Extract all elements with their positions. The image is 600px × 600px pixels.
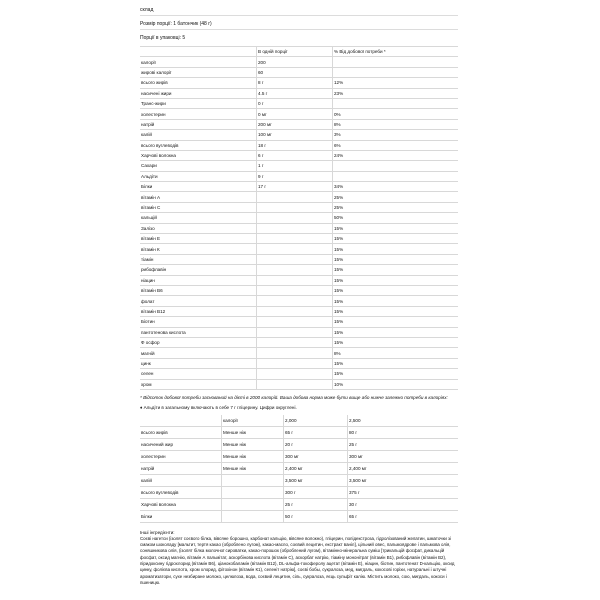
nutrient-name: кальцій bbox=[140, 213, 257, 223]
daily-value-percent: 8% bbox=[333, 348, 459, 358]
amount-per-serving bbox=[257, 223, 333, 233]
value-2500: 300 мг bbox=[348, 450, 459, 462]
value-2500: 2,400 мг bbox=[348, 462, 459, 474]
nutrient-name bbox=[140, 415, 222, 427]
qualifier: Менше ніж bbox=[222, 426, 284, 438]
amount-per-serving bbox=[257, 254, 333, 264]
table-row bbox=[140, 213, 458, 223]
daily-value-percent: 3% bbox=[333, 130, 459, 140]
nutrition-header-row bbox=[140, 47, 458, 57]
value-2500: 65 г bbox=[348, 510, 459, 522]
daily-value-percent: 15% bbox=[333, 234, 459, 244]
value-2000: 300 мг bbox=[284, 450, 348, 462]
amount-per-serving: 9 г bbox=[257, 171, 333, 181]
qualifier bbox=[222, 486, 284, 498]
table-row bbox=[140, 202, 458, 212]
column-header: % Від добової потреби * bbox=[333, 47, 459, 57]
nutrient-name: вітамін С bbox=[140, 202, 257, 212]
daily-value-percent: 15% bbox=[333, 358, 459, 368]
nutrient-name: Харчові волокна bbox=[140, 498, 222, 510]
value-2500: 2,500 bbox=[348, 415, 459, 427]
daily-value-percent: 15% bbox=[333, 317, 459, 327]
table-row bbox=[140, 275, 458, 285]
amount-per-serving bbox=[257, 379, 333, 389]
daily-value-percent: 15% bbox=[333, 254, 459, 264]
table-row bbox=[140, 438, 458, 450]
nutrient-name: фолат bbox=[140, 296, 257, 306]
amount-per-serving: 6 г bbox=[257, 150, 333, 160]
value-2000: 2,000 bbox=[284, 415, 348, 427]
amount-per-serving: 0 г bbox=[257, 98, 333, 108]
amount-per-serving: 18 г bbox=[257, 140, 333, 150]
table-row bbox=[140, 510, 458, 522]
nutrient-name: калій bbox=[140, 130, 257, 140]
amount-per-serving: 0 мг bbox=[257, 109, 333, 119]
daily-value-percent bbox=[333, 171, 459, 181]
value-2000: 3,500 мг bbox=[284, 474, 348, 486]
table-row bbox=[140, 369, 458, 379]
amount-per-serving bbox=[257, 192, 333, 202]
nutrient-name: всього жирів bbox=[140, 78, 257, 88]
nutrient-name: Харчові волокна bbox=[140, 150, 257, 160]
table-row bbox=[140, 140, 458, 150]
table-row bbox=[140, 161, 458, 171]
table-row bbox=[140, 426, 458, 438]
nutrient-name: Сахари bbox=[140, 161, 257, 171]
nutrient-name: натрій bbox=[140, 462, 222, 474]
amount-per-serving bbox=[257, 275, 333, 285]
daily-value-percent bbox=[333, 161, 459, 171]
daily-value-footnote: * Відсоток добової потреби заснований на дієті в 2000 калорій. Ваша добова норма може бути вище або нижче залежно потреби в калоріях: bbox=[140, 394, 448, 400]
table-row bbox=[140, 192, 458, 202]
table-row bbox=[140, 57, 458, 67]
daily-value-percent: 12% bbox=[333, 78, 459, 88]
daily-value-percent: 15% bbox=[333, 223, 459, 233]
table-row bbox=[140, 327, 458, 337]
qualifier bbox=[222, 474, 284, 486]
table-row bbox=[140, 67, 458, 77]
daily-value-percent: 34% bbox=[333, 182, 459, 192]
amount-per-serving bbox=[257, 358, 333, 368]
nutrition-table bbox=[140, 46, 458, 390]
table-row bbox=[140, 88, 458, 98]
nutrient-name: всього жирів bbox=[140, 426, 222, 438]
daily-value-percent: 15% bbox=[333, 244, 459, 254]
amount-per-serving bbox=[257, 234, 333, 244]
daily-value-percent: 24% bbox=[333, 150, 459, 160]
table-row bbox=[140, 265, 458, 275]
value-2000: 25 г bbox=[284, 498, 348, 510]
amount-per-serving bbox=[257, 244, 333, 254]
nutrient-name: холестерин bbox=[140, 109, 257, 119]
qualifier: калорії bbox=[222, 415, 284, 427]
amount-per-serving bbox=[257, 265, 333, 275]
nutrient-name: холестерин bbox=[140, 450, 222, 462]
daily-value-percent: 15% bbox=[333, 327, 459, 337]
nutrient-name: Залізо bbox=[140, 223, 257, 233]
nutrient-name: рибофлавін bbox=[140, 265, 257, 275]
table-row bbox=[140, 317, 458, 327]
daily-value-percent: 15% bbox=[333, 265, 459, 275]
column-header bbox=[140, 47, 257, 57]
nutrient-name: Білки bbox=[140, 182, 257, 192]
amount-per-serving: 8 г bbox=[257, 78, 333, 88]
daily-value-percent: 6% bbox=[333, 140, 459, 150]
amount-per-serving: 4.5 г bbox=[257, 88, 333, 98]
table-row bbox=[140, 254, 458, 264]
amount-per-serving: 200 bbox=[257, 57, 333, 67]
divider bbox=[140, 29, 458, 30]
nutrient-name: калорії bbox=[140, 57, 257, 67]
table-row bbox=[140, 337, 458, 347]
daily-value-percent: 0% bbox=[333, 109, 459, 119]
table-row bbox=[140, 171, 458, 181]
amount-per-serving bbox=[257, 285, 333, 295]
value-2000: 50 г bbox=[284, 510, 348, 522]
nutrient-name: тіамін bbox=[140, 254, 257, 264]
nutrient-name: вітамін Е bbox=[140, 234, 257, 244]
amount-per-serving bbox=[257, 337, 333, 347]
amount-per-serving bbox=[257, 213, 333, 223]
daily-value-percent: 25% bbox=[333, 192, 459, 202]
amount-per-serving: 1 г bbox=[257, 161, 333, 171]
amount-per-serving bbox=[257, 327, 333, 337]
daily-value-percent: 8% bbox=[333, 119, 459, 129]
nutrient-name: Транс-жири bbox=[140, 98, 257, 108]
table-row bbox=[140, 450, 458, 462]
nutrient-name: пантотенова кислота bbox=[140, 327, 257, 337]
nutrient-name: жирові калорії bbox=[140, 67, 257, 77]
table-row bbox=[140, 98, 458, 108]
nutrient-name: хром bbox=[140, 379, 257, 389]
daily-value-percent: 15% bbox=[333, 337, 459, 347]
value-2500: 375 г bbox=[348, 486, 459, 498]
table-row bbox=[140, 462, 458, 474]
nutrient-name: магній bbox=[140, 348, 257, 358]
table-row bbox=[140, 474, 458, 486]
daily-value-percent: 23% bbox=[333, 88, 459, 98]
table-row bbox=[140, 182, 458, 192]
daily-value-percent: 10% bbox=[333, 379, 459, 389]
value-2500: 3,500 мг bbox=[348, 474, 459, 486]
ingredients-title: Інші інгредієнти: bbox=[140, 529, 175, 535]
amount-per-serving bbox=[257, 202, 333, 212]
nutrient-name: всього вуглеводів bbox=[140, 140, 257, 150]
nutrient-name: селен bbox=[140, 369, 257, 379]
section-title: склад bbox=[140, 7, 154, 13]
nutrient-name: вітамін А bbox=[140, 192, 257, 202]
nutrient-name: натрій bbox=[140, 119, 257, 129]
nutrient-name: Білки bbox=[140, 510, 222, 522]
table-row bbox=[140, 306, 458, 316]
nutrient-name: ніацин bbox=[140, 275, 257, 285]
divider bbox=[140, 15, 458, 16]
table-row bbox=[140, 358, 458, 368]
ingredients-text: Соєві нагетси (ізолят соєвого білка, вівсяне борошно, карбонат кальцію, вівсяне волокно), гліцерин, полідекстроза, гідролізований желатин, шматочки зі смаком шоколаду [мальтит, тертя какао (оброблено лугом), какао-масло, соєвий лецитин, екстракт ваніл], цільний овес, пальмоядрове і пальмова олія, соняшникова олія, (ізолят білка молочної сироватки, какао-порошок (оброблений лугом), вітамінно-мінеральна суміш [трикальцій фосфат, дикальцій фосфат, оксид магнію, вітамін А пальмітат, аскорбінова кислота (вітамін С), аскорбат натрію, тіаміну мононітрат (вітамін B1), рибофлавін (вітамін B2), піридоксину гідрохлорид (вітамін B6), ціанокобаламін (вітамін B12), DL-альфа-токоферолу ацетат (вітамін Е), ніацин, біотин, пантотенат D-кальцію, оксид цинку, фолієва кислота, хром хлорид, фітохінон (вітамін К1), селеніт натрію], соєві бобы, сукралоза, мед, мигдаль, кокосові горіхи, натуральні і штучні ароматизатори, сухе незбиране молоко, целюлоза, вода, соєвий лецитин, сіль, сукралоза, яєць сульфіт калію. Містить молоко, сою, мигдаль, кокоси і пшеницю. bbox=[140, 535, 455, 585]
daily-value-percent: 15% bbox=[333, 296, 459, 306]
table-row bbox=[140, 244, 458, 254]
polyol-footnote: ♦ Альдіти в загальному включають в себе 7 г гліцерину. Цифри округлені. bbox=[140, 404, 297, 410]
nutrient-name: Біотин bbox=[140, 317, 257, 327]
amount-per-serving: 100 мг bbox=[257, 130, 333, 140]
nutrient-name: вітамін К bbox=[140, 244, 257, 254]
table-row bbox=[140, 486, 458, 498]
qualifier bbox=[222, 498, 284, 510]
table-row bbox=[140, 348, 458, 358]
nutrient-name: калій bbox=[140, 474, 222, 486]
amount-per-serving bbox=[257, 296, 333, 306]
value-2000: 65 г bbox=[284, 426, 348, 438]
nutrient-name: всього вуглеводів bbox=[140, 486, 222, 498]
table-row bbox=[140, 285, 458, 295]
serving-size: Розмір порції: 1 батончик (48 г) bbox=[140, 21, 212, 27]
daily-value-percent: 25% bbox=[333, 202, 459, 212]
table-row bbox=[140, 296, 458, 306]
nutrient-name: насичений жир bbox=[140, 438, 222, 450]
amount-per-serving: 200 мг bbox=[257, 119, 333, 129]
nutrient-name: Ф осфор bbox=[140, 337, 257, 347]
amount-per-serving bbox=[257, 369, 333, 379]
value-2500: 80 г bbox=[348, 426, 459, 438]
nutrition-document bbox=[140, 0, 458, 586]
amount-per-serving: 17 г bbox=[257, 182, 333, 192]
table-row bbox=[140, 78, 458, 88]
daily-value-percent: 15% bbox=[333, 285, 459, 295]
value-2500: 25 г bbox=[348, 438, 459, 450]
nutrient-name: Альдіти bbox=[140, 171, 257, 181]
nutrient-name: цинк bbox=[140, 358, 257, 368]
table-row bbox=[140, 119, 458, 129]
daily-values-table bbox=[140, 415, 458, 523]
daily-value-percent bbox=[333, 67, 459, 77]
servings-per-pack: Порції в упаковці: 5 bbox=[140, 35, 186, 41]
daily-value-percent: 50% bbox=[333, 213, 459, 223]
qualifier bbox=[222, 510, 284, 522]
table-row bbox=[140, 415, 458, 427]
table-row bbox=[140, 223, 458, 233]
daily-value-percent bbox=[333, 57, 459, 67]
daily-value-percent: 15% bbox=[333, 306, 459, 316]
qualifier: Менше ніж bbox=[222, 438, 284, 450]
qualifier: Менше ніж bbox=[222, 450, 284, 462]
amount-per-serving: 60 bbox=[257, 67, 333, 77]
value-2000: 2,400 мг bbox=[284, 462, 348, 474]
daily-value-percent bbox=[333, 98, 459, 108]
table-row bbox=[140, 379, 458, 389]
table-row bbox=[140, 109, 458, 119]
nutrient-name: вітамін B6 bbox=[140, 285, 257, 295]
value-2500: 30 г bbox=[348, 498, 459, 510]
table-row bbox=[140, 150, 458, 160]
nutrient-name: насичені жири bbox=[140, 88, 257, 98]
value-2000: 300 г bbox=[284, 486, 348, 498]
amount-per-serving bbox=[257, 317, 333, 327]
nutrient-name: вітамін B12 bbox=[140, 306, 257, 316]
daily-value-percent: 15% bbox=[333, 369, 459, 379]
amount-per-serving bbox=[257, 348, 333, 358]
amount-per-serving bbox=[257, 306, 333, 316]
table-row bbox=[140, 498, 458, 510]
value-2000: 20 г bbox=[284, 438, 348, 450]
table-row bbox=[140, 130, 458, 140]
daily-value-percent: 15% bbox=[333, 275, 459, 285]
table-row bbox=[140, 234, 458, 244]
column-header: В одній порції bbox=[257, 47, 333, 57]
qualifier: Менше ніж bbox=[222, 462, 284, 474]
